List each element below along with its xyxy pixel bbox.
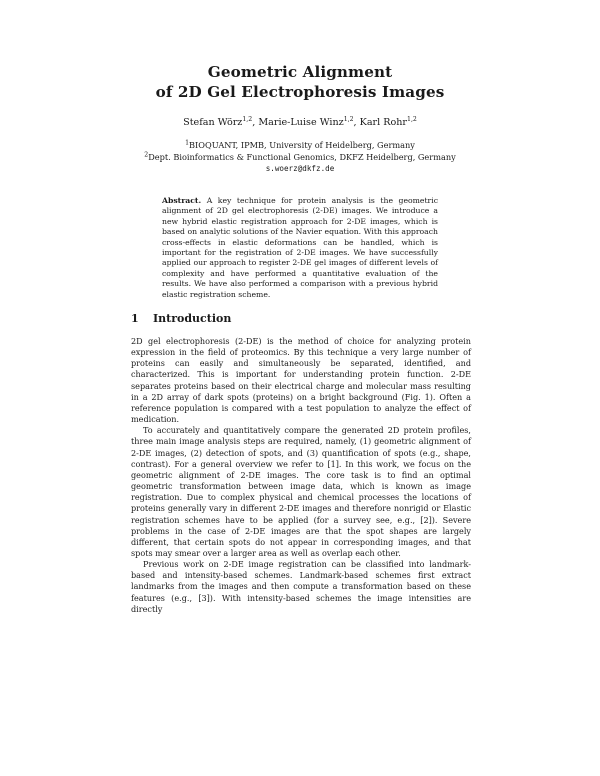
author-separator: ,	[353, 117, 360, 128]
section-heading	[131, 312, 471, 326]
author-affiliation-marker: 1,2	[242, 115, 253, 123]
author-separator: ,	[252, 117, 259, 128]
author-affiliation-marker: 1,2	[343, 115, 354, 123]
author-affiliation-marker: 1,2	[407, 115, 417, 123]
section-number: 1	[131, 312, 139, 325]
affiliation-block	[0, 140, 600, 175]
author-name: Karl Rohr	[359, 117, 408, 128]
abstract-text: A key technique for protein analysis is the geometric alignment of 2D gel electrophoresis (2-DE) images. We introduce a new hybrid elastic registration approach for 2-DE images, which is based on analytic solutions of the Navier equation. With this approach cross-effects in elastic deformations can be handled, which is important for the registration of 2-DE images. We have successfully applied our approach to register 2-DE gel images of different levels of complexity and have performed a quantitative evaluation of the results. We have also performed a comparison with a previous hybrid elastic registration scheme.	[162, 196, 438, 299]
affiliation-marker: 2	[144, 150, 149, 158]
affiliation-marker: 1	[185, 139, 190, 147]
contact-email: s.woerz@dkfz.de	[265, 164, 335, 173]
title-line-2: of 2D Gel Electrophoresis Images	[155, 83, 445, 101]
author-list	[0, 116, 600, 129]
affiliation-2	[0, 152, 600, 164]
author-name: Stefan Wörz	[183, 117, 243, 128]
paragraph: 2D gel electrophoresis (2-DE) is the method of choice for analyzing protein expression in the field of proteomics. By this technique a very large number of proteins can easily and simultaneously be separated, identified, and characterized. This is important for understanding protein function. 2-DE separates proteins based on their electrical charge and molecular mass resulting in a 2D array of dark spots (proteins) on a bright background (Fig. 1). Often a reference population is compared with a test population to analyze the effect of medication.	[131, 336, 471, 425]
author-name: Marie-Luise Winz	[258, 117, 344, 128]
abstract	[162, 196, 438, 300]
affiliation-text: BIOQUANT, IPMB, University of Heidelberg, Germany	[189, 140, 415, 150]
section-body	[131, 336, 471, 615]
title-line-1: Geometric Alignment	[207, 63, 393, 81]
paragraph: Previous work on 2-DE image registration can be classified into landmark-based and intensity-based schemes. Landmark-based schemes first extract landmarks from the images and then compute a transformation based on these features (e.g., [3]). With intensity-based schemes the image intensities are directly	[131, 559, 471, 614]
affiliation-1	[0, 140, 600, 152]
section-title: Introduction	[153, 312, 232, 325]
paper-title	[0, 62, 600, 102]
affiliation-text: Dept. Bioinformatics & Functional Genomics, DKFZ Heidelberg, Germany	[148, 151, 456, 162]
paragraph: To accurately and quantitatively compare the generated 2D protein profiles, three main image analysis steps are required, namely, (1) geometric alignment of 2-DE images, (2) detection of spots, and (3) quantification of spots (e.g., shape, contrast). For a general overview we refer to [1]. In this work, we focus on the geometric alignment of 2-DE images. The core task is to find an optimal geometric transformation between image data, which is known as image registration. Due to complex physical and chemical processes the locations of proteins generally vary in different 2-DE images and therefore nonrigid or Elastic registration schemes have to be applied (for a survey see, e.g., [2]). Severe problems in the case of 2-DE images are that the spot shapes are largely different, that certain spots do not appear in corresponding images, and that spots may smear over a larger area as well as overlap each other.	[131, 425, 471, 558]
abstract-label: Abstract.	[162, 196, 202, 205]
